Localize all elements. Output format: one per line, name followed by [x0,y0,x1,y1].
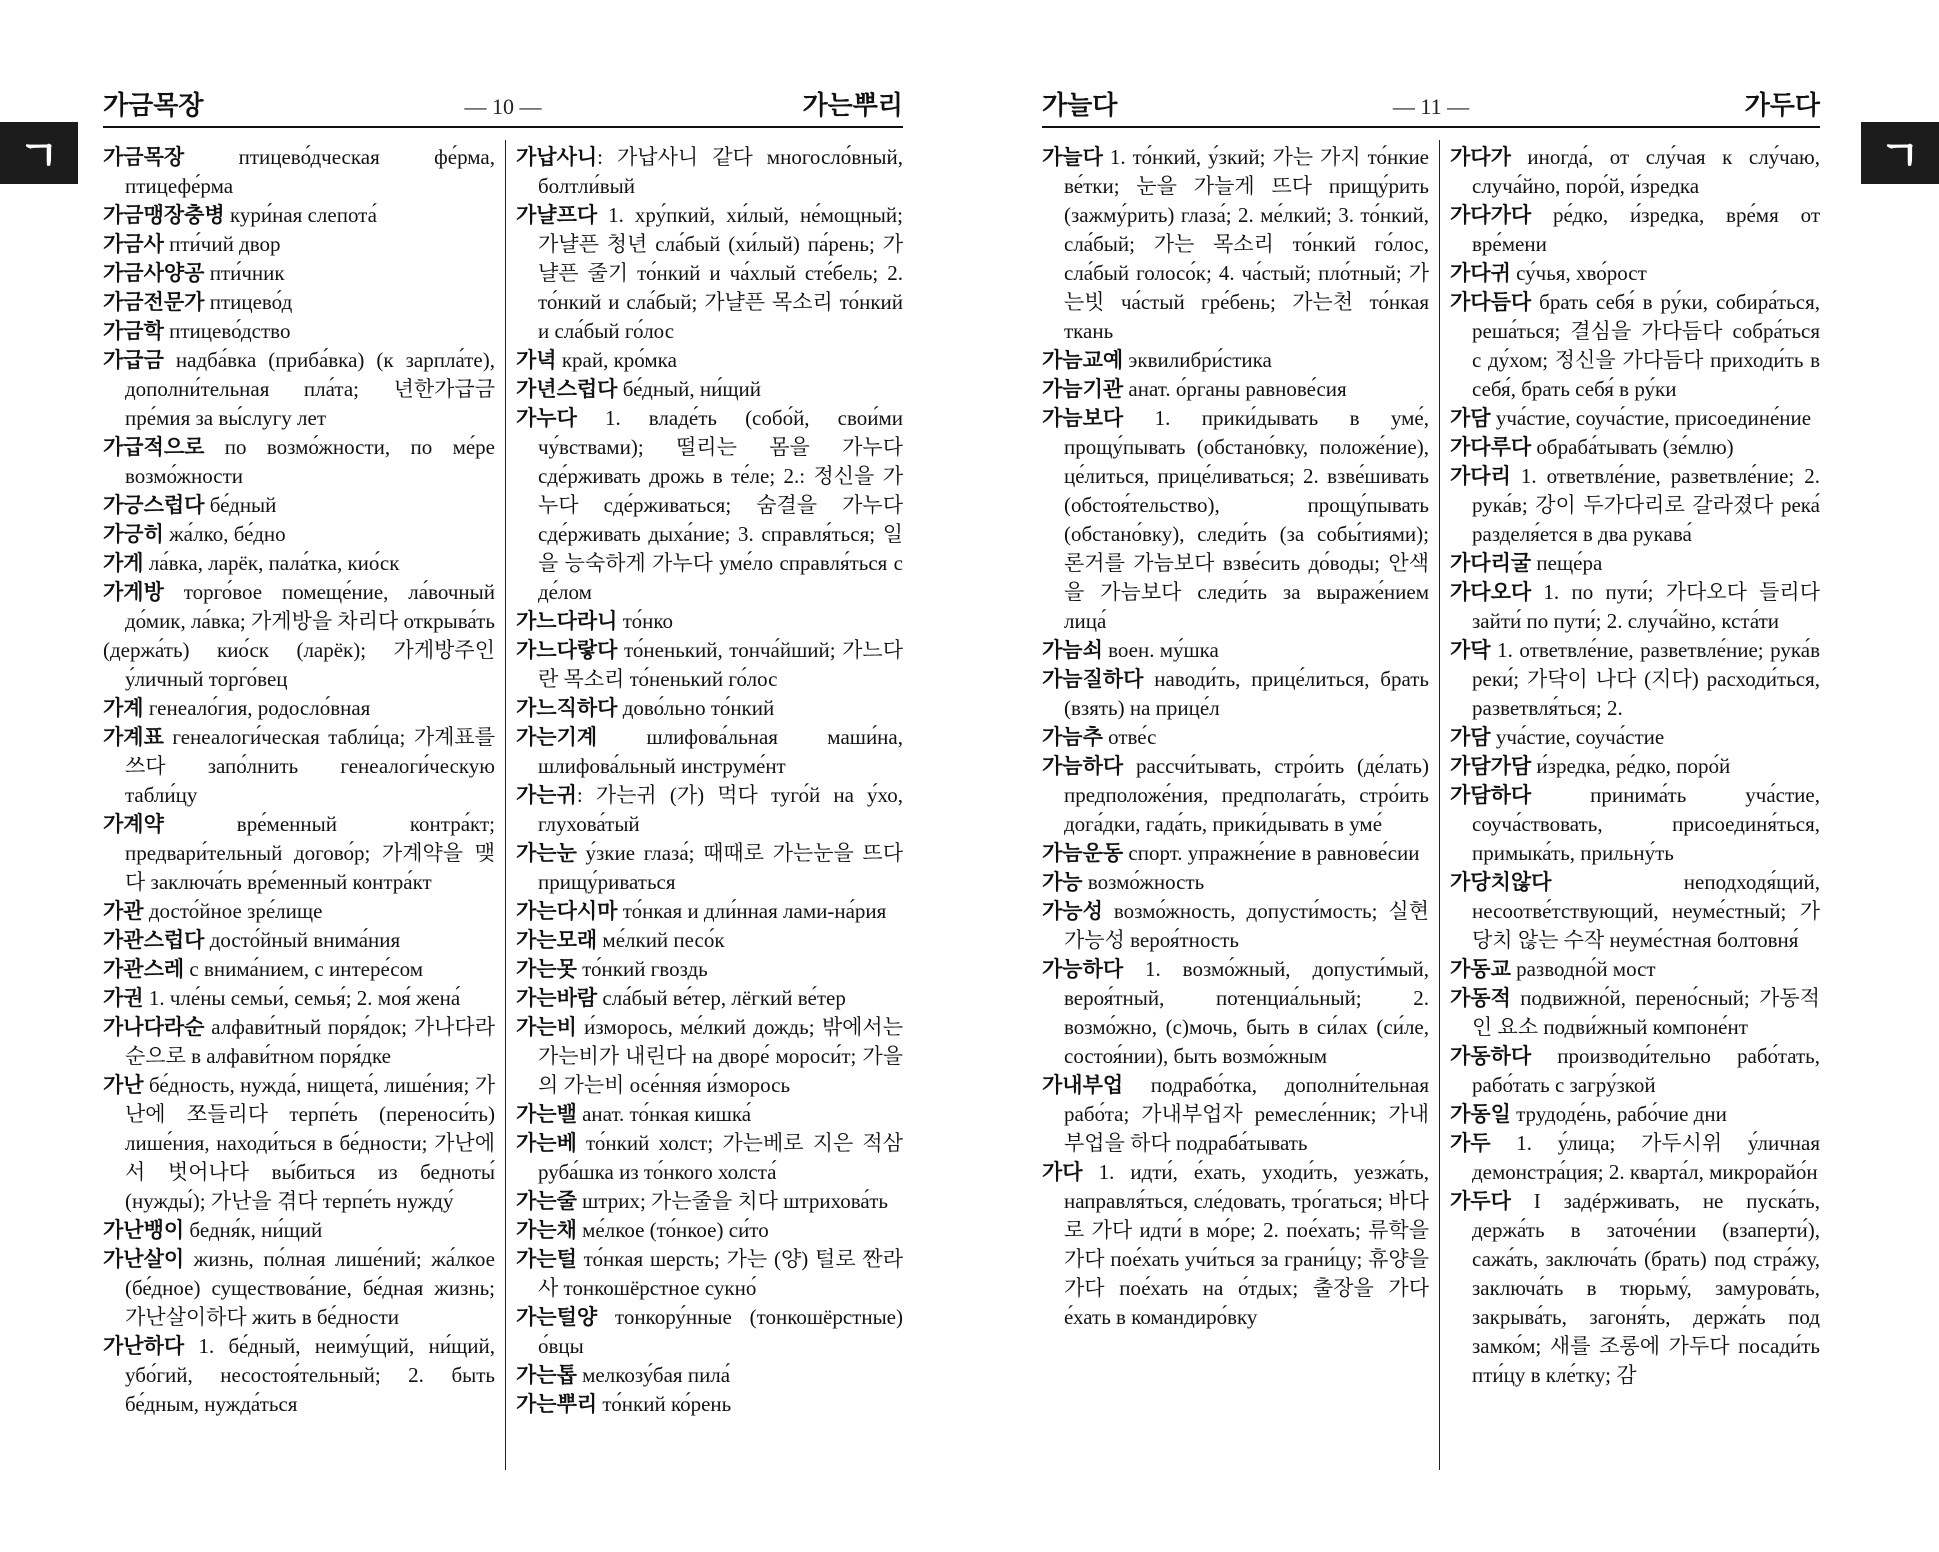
entry-headword: 가권 [103,986,144,1010]
entry-headword: 가느다라니 [516,609,618,633]
entry-definition: отве́с [1102,725,1157,749]
entry-headword: 가는바람 [516,986,598,1010]
dictionary-column [1042,143,1429,1332]
entry-definition: вре́менный контра́кт; предвари́тельный догово́р; 가계약을 맺다 заключа́ть вре́менный контра́кт [125,812,495,894]
entry-definition: птицево́д [204,290,293,314]
dictionary-entry [103,520,495,549]
entry-definition: 1. то́нкий, у́зкий; 가는 가지 то́нкие ве́тки; 눈을 가늘게 뜨다 прищу́рить (зажму́рить) глаза́; 2. ме́лкий; 3. то́нкий, сла́бый; 가는 목소리 то́нкий го́лос, сла́бый голосо́к; 4. ча́стый; пло́тный; 가는빗 ча́стый гре́бень; 가는천 то́нкая ткань [1064,145,1429,343]
dictionary-entry [516,1303,903,1361]
entry-definition: то́нкая и дли́нная лами-на́рия [617,899,887,923]
entry-definition: бе́дный, ни́щий [617,377,762,401]
dictionary-entry [1042,723,1429,752]
dictionary-entry [103,810,495,897]
entry-definition: брать себя́ в ру́ки, собира́ться, реша́ться; 결심을 가다듬다 собра́ться с ду́хом; 정신을 가다듬다 приходи́ть в себя́, брать себя́ в ру́ки [1472,290,1820,401]
dictionary-entry [103,1245,495,1332]
dictionary-entry [516,201,903,346]
entry-headword: 가난뱅이 [103,1218,185,1242]
entry-definition: по возмо́жности, по ме́ре возмо́жности [125,435,495,488]
entry-definition: ме́лкий песо́к [597,928,725,952]
entry-definition: у́зкие глаза́; 때때로 가는눈을 뜨다 прищу́риваться [538,841,903,894]
entry-headword: 가다가 [1450,145,1511,169]
entry-headword: 가늠추 [1042,725,1103,749]
entry-headword: 가금사 [103,232,164,256]
entry-definition: шлифова́льная маши́на, шлифова́льный инструме́нт [538,725,903,778]
dictionary-entry [103,201,495,230]
dictionary-entry [516,1245,903,1303]
entry-definition: наводи́ть, прице́литься, брать (взять) на прице́л [1064,667,1429,720]
entry-headword: 가관스럽다 [103,928,205,952]
dictionary-entry [516,1390,903,1419]
dictionary-entry [516,346,903,375]
entry-definition: штрих; 가는줄을 치다 штрихова́ть [576,1189,888,1213]
entry-headword: 가는모래 [516,928,598,952]
entry-definition: то́нкий ко́рень [597,1392,732,1416]
entry-definition: и́зморось, ме́лкий дождь; 밖에서는 가는비가 내린다 на дворе́ мороси́т; 가을의 가는비 осе́нняя и́зморось [538,1015,903,1097]
entry-headword: 가관스레 [103,957,185,981]
entry-headword: 가는채 [516,1218,577,1242]
entry-definition: досто́йное зре́лище [143,899,323,923]
entry-definition: надба́вка (приба́вка) (к зарпла́те), дополни́тельная пла́та; 년한가급금 пре́мия за вы́слугу лет [125,348,495,430]
dictionary-entry [516,984,903,1013]
entry-headword: 가두 [1450,1131,1491,1155]
dictionary-entry [1450,781,1820,868]
dictionary-entry [103,259,495,288]
dictionary-entry [103,955,495,984]
entry-definition: возмо́жность, допусти́мость; 실현가능성 вероя́тность [1064,899,1429,952]
dictionary-entry [1450,288,1820,404]
entry-headword: 가는털양 [516,1305,598,1329]
right-page [970,0,1939,1552]
dictionary-entry [103,984,495,1013]
entry-definition: кури́ная слепота́ [224,203,377,227]
dictionary-entry [1042,665,1429,723]
entry-headword: 가능 [1042,870,1083,894]
dictionary-entry [1450,1100,1820,1129]
entry-definition: пти́чий двор [163,232,281,256]
entry-definition: ла́вка, ларёк, пала́тка, кио́ск [143,551,400,575]
dictionary-column [103,143,495,1419]
dictionary-entry [1450,143,1820,201]
entry-definition: с внима́нием, с интере́сом [184,957,424,981]
dictionary-entry [1450,201,1820,259]
dictionary-entry [516,1013,903,1100]
entry-definition: то́нкая шерсть; 가는 (양) 털로 짠라사 тонкошёрстное сукно́ [538,1247,903,1300]
dictionary-entry [1042,955,1429,1071]
entry-definition: 1. бе́дный, неиму́щий, ни́щий, убо́гий, несостоя́тельный; 2. быть бе́дным, нужда́ться [125,1334,495,1416]
entry-definition: су́чья, хво́рост [1510,261,1647,285]
entry-definition: торго́вое помеще́ние, ла́вочный до́мик, ла́вка; 가게방을 차리다 открыва́ть [125,580,495,633]
entry-definition: : 가는귀 (가) 먹다 туго́й на у́хо, глухова́тый [538,783,903,836]
header-last-word: 가두다 [1744,91,1820,121]
entry-headword: 가다오다 [1450,580,1532,604]
entry-headword: 가늠기관 [1042,377,1124,401]
page-header [1042,88,1820,128]
dictionary-entry [516,1216,903,1245]
dictionary-entry [103,433,495,491]
entry-headword: 가년스럽다 [516,377,618,401]
entry-definition: птицево́дческая фе́рма, птицефе́рма [125,145,495,198]
thumb-index-tab [0,122,78,184]
dictionary-entry [516,1129,903,1187]
entry-definition: обраба́тывать (зе́млю) [1531,435,1734,459]
entry-headword: 가긍히 [103,522,164,546]
dictionary-entry [1450,636,1820,723]
thumb-index-tab [1861,122,1939,184]
dictionary-entry [1450,433,1820,462]
dictionary-entry [1042,636,1429,665]
entry-headword: 가금전문가 [103,290,205,314]
dictionary-entry [103,317,495,346]
entry-definition: 1. идти́, е́хать, уходи́ть, уезжа́ть, направля́ться, сле́довать, тро́гаться; 바다로 가다 идти́ в мо́ре; 2. пое́хать; 류학을 가다 пое́хать учи́ться за грани́цу; 휴양을 가다 пое́хать на о́тдых; 출장을 가다 е́хать в командиро́вку [1064,1160,1429,1329]
entry-definition: генеалоги́ческая табли́ца; 가계표를 쓰다 запо́лнить генеалоги́ческую табли́цу [125,725,495,807]
dictionary-entry [1042,897,1429,955]
page-number: — 10 — [464,94,542,119]
dictionary-entry [1450,984,1820,1042]
dictionary-entry [516,955,903,984]
entry-definition: пти́чник [204,261,285,285]
dictionary-entry [516,375,903,404]
entry-headword: 가누다 [516,406,577,430]
entry-definition: дово́льно то́нкий [617,696,775,720]
dictionary-entry [1450,1129,1820,1187]
entry-definition: иногда́, от слу́чая к слу́чаю, случа́йно, поро́й, и́зредка [1472,145,1820,198]
entry-definition: бе́дность, нужда́, нищета́, лише́ния; 가난에 쪼들리다 терпе́ть (переноси́ть) лише́ния, находи́ться в бе́дности; 가난에서 벗어나다 вы́биться из бедноты́ (нужды́); 가난을 겪다 терпе́ть нужду́ [125,1073,495,1213]
dictionary-entry [1042,404,1429,636]
entry-definition: 1. у́лица; 가두시위 у́личная демонстра́ция; 2. кварта́л, микрорайо́н [1472,1131,1820,1184]
column-divider [1439,140,1440,1470]
dictionary-entry [516,404,903,607]
entry-headword: 가는기계 [516,725,598,749]
entry-headword: 가급금 [103,348,164,372]
entry-headword: 가담하다 [1450,783,1532,807]
entry-definition: : 가납사니 같다 многосло́вный, болтли́вый [538,145,903,198]
entry-definition: 1. хру́пкий, хи́лый, не́мощный; 가냘픈 청년 сла́бый (хи́лый) па́рень; 가냘픈 줄기 то́нкий и ча́хлый сте́бель; 2. то́нкий и сла́бый; 가냘픈 목소리 то́нкий и сла́бый го́лос [538,203,903,343]
entry-definition: то́нкий гвоздь [576,957,708,981]
entry-headword: 가늠질하다 [1042,667,1144,691]
dictionary-entry [1450,578,1820,636]
entry-definition: анат. то́нкая кишка́ [576,1102,752,1126]
dictionary-entry [1042,1158,1429,1332]
entry-definition: пеще́ра [1531,551,1603,575]
entry-definition: трудоде́нь, рабо́чие дни [1510,1102,1727,1126]
entry-headword: 가동교 [1450,957,1511,981]
dictionary-entry [103,723,495,810]
entry-headword: 가계표 [103,725,164,749]
dictionary-entry [516,723,903,781]
entry-definition: край, кро́мка [556,348,677,372]
dictionary-entry [516,636,903,694]
header-last-word: 가는뿌리 [802,91,903,121]
entry-definition: 1. прики́дывать в уме́, прощу́пывать (обстано́вку, положе́ние), це́литься, прице́ливаться; 2. взве́шивать (обстоя́тельство), прощу́пывать (обстано́вку), следи́ть (за собы́тиями); 론거를 가늠보다 взве́сить до́воды; 안색을 가늠보다 следи́ть за выраже́нием лица́ [1064,406,1429,633]
entry-headword: 가느다랗다 [516,638,618,662]
dictionary-entry [516,1187,903,1216]
entry-headword: 가는줄 [516,1189,577,1213]
entry-definition: рассчи́тывать, стро́ить (де́лать) предположе́ния, предполага́ть, стро́ить дога́дки, гада́ть, прики́дывать в уме́ [1064,754,1429,836]
dictionary-entry [1450,462,1820,549]
header-first-word: 가늘다 [1042,91,1118,121]
dictionary-entry [516,781,903,839]
entry-definition: уча́стие, соуча́стие, присоедине́ние [1490,406,1812,430]
entry-headword: 가납사니 [516,145,598,169]
dictionary-entry [1042,839,1429,868]
entry-headword: 가다리굴 [1450,551,1532,575]
entry-definition: сла́бый ве́тер, лёгкий ве́тер [597,986,846,1010]
entry-headword: 가관 [103,899,144,923]
entry-definition: производи́тельно рабо́тать, рабо́тать с загру́зкой [1472,1044,1820,1097]
entry-headword: 가늘다 [1042,145,1103,169]
entry-definition: 1. по пути́; 가다오다 들리다 зайти́ по пути́; 2. случа́йно, кста́ти [1472,580,1820,633]
entry-definition: 1. владе́ть (собо́й, свои́ми чу́вствами); 떨리는 몸을 가누다 сде́рживать дрожь в те́ле; 2.: 정신을 가누다 сде́рживаться; 숨결을 가누다 сде́рживать дыха́ние; 3. справля́ться; 일을 능숙하게 가누다 уме́ло справля́ться с де́лом [538,406,903,604]
entry-definition: досто́йный внима́ния [204,928,401,952]
entry-definition: подрабо́тка, дополни́тельная рабо́та; 가내부업자 ремесле́нник; 가내부업을 하다 подраба́тывать [1064,1073,1429,1155]
entry-headword: 가는톱 [516,1363,577,1387]
entry-headword: 가녁 [516,348,557,372]
dictionary-entry [103,897,495,926]
dictionary-entry [516,694,903,723]
dictionary-entry [516,897,903,926]
entry-definition: подвижно́й, перено́сный; 가동적인 요소 подви́жный компоне́нт [1472,986,1820,1039]
entry-definition: уча́стие, соуча́стие [1490,725,1665,749]
entry-headword: 가는베 [516,1131,577,1155]
entry-definition: ме́лкое (то́нкое) си́то [576,1218,769,1242]
entry-definition: мелкозу́бая пила́ [576,1363,731,1387]
entry-headword: 가능하다 [1042,957,1124,981]
entry-definition: птицево́дство [163,319,291,343]
entry-headword: 가게 [103,551,144,575]
column-divider [505,140,506,1470]
dictionary-entry [1042,752,1429,839]
entry-headword: 가금맹장충병 [103,203,225,227]
entry-definition: то́нко [617,609,673,633]
entry-headword: 가급적으로 [103,435,205,459]
entry-headword: 가늠보다 [1042,406,1124,430]
entry-headword: 가는비 [516,1015,577,1039]
entry-headword: 가다듬다 [1450,290,1532,314]
dictionary-entry [103,143,495,201]
dictionary-entry [1450,1042,1820,1100]
dictionary-entry [516,1361,903,1390]
entry-definition: 1. ответвле́ние, разветвле́ние; рука́в реки́; 가닥이 나다 (지다) расходи́ться, разветвля́ться; 2. [1472,638,1820,720]
dictionary-entry [103,1013,495,1071]
dictionary-entry [1042,868,1429,897]
dictionary-entry [103,1216,495,1245]
entry-headword: 가난하다 [103,1334,185,1358]
entry-definition: эквилибри́стика [1123,348,1272,372]
dictionary-entry [1450,549,1820,578]
dictionary-entry [1450,868,1820,955]
dictionary-entry [103,230,495,259]
entry-headword: 가다 [1042,1160,1083,1184]
thumb-index-letter: ㄱ [18,131,60,180]
thumb-index-letter: ㄱ [1879,131,1921,180]
dictionary-entry [516,926,903,955]
entry-headword: 가담 [1450,406,1491,430]
entry-definition: жа́лко, бе́дно [163,522,286,546]
entry-headword: 가금목장 [103,145,185,169]
entry-headword: 가계 [103,696,144,720]
dictionary-entry [103,1332,495,1419]
dictionary-entry [1450,1187,1820,1390]
entry-definition: 1. чле́ны семьи́, семья́; 2. моя́ жена́ [143,986,461,1010]
entry-headword: 가당치않다 [1450,870,1552,894]
dictionary-entry [103,346,495,433]
entry-headword: 가느직하다 [516,696,618,720]
dictionary-entry [1042,375,1429,404]
entry-headword: 가두다 [1450,1189,1511,1213]
entry-headword: 가게방 [103,580,164,604]
header-rule [1042,126,1820,128]
entry-headword: 가늠교예 [1042,348,1124,372]
header-first-word: 가금목장 [103,91,204,121]
entry-definition: I задéрживать, не пуска́ть, держа́ть в заточе́нии (взаперти́), сажа́ть, заключа́ть (брать) под стра́жу, заключа́ть в тюрьму́, замурова́ть, закрыва́ть, загоня́ть, держа́ть под замко́м; 새를 조롱에 가두다 посади́ть пти́цу в кле́тку; 감 [1472,1189,1820,1387]
entry-definition: анат. о́рганы равнове́сия [1123,377,1347,401]
entry-definition: алфави́тный поря́док; 가나다라순으로 в алфави́тном поря́дке [125,1015,495,1068]
entry-definition: разводно́й мост [1510,957,1656,981]
entry-definition: ре́дко, и́зредка, вре́мя от вре́мени [1472,203,1820,256]
entry-headword: 가는다시마 [516,899,618,923]
dictionary-entry [1450,259,1820,288]
dictionary-entry [1450,404,1820,433]
dictionary-entry [1450,723,1820,752]
entry-headword: 가다귀 [1450,261,1511,285]
entry-headword: 가동적 [1450,986,1511,1010]
entry-definition: воен. му́шка [1102,638,1219,662]
dictionary-entry [516,607,903,636]
dictionary-entry [1042,346,1429,375]
entry-headword: 가닥 [1450,638,1491,662]
entry-headword: 가난 [103,1073,144,1097]
dictionary-entry [103,1071,495,1216]
dictionary-column [1450,143,1820,1390]
entry-headword: 가늠운동 [1042,841,1124,865]
entry-headword: 가나다라순 [103,1015,205,1039]
entry-definition: спорт. упражне́ние в равнове́сии [1123,841,1420,865]
entry-definition: бедня́к, ни́щий [184,1218,323,1242]
dictionary-entry [103,694,495,723]
dictionary-entry [1450,752,1820,781]
entry-headword: 가는밸 [516,1102,577,1126]
entry-definition: жизнь, по́лная лише́ний; жа́лкое (бе́дное) существова́ние, бе́дная жизнь; 가난살이하다 жить в бе́дности [125,1247,495,1329]
entry-headword: 가는귀 [516,783,577,807]
entry-definition: тонкору́нные (тонкошёрстные) о́вцы [538,1305,903,1358]
entry-definition: и́зредка, ре́дко, поро́й [1531,754,1731,778]
dictionary-entry [1042,1071,1429,1158]
entry-headword: 가다리 [1450,464,1511,488]
entry-headword: 가는뿌리 [516,1392,598,1416]
entry-headword: 가동하다 [1450,1044,1532,1068]
dictionary-entry [516,1100,903,1129]
entry-definition: принима́ть уча́стие, соуча́ствовать, присоединя́ться, примыка́ть, прильну́ть [1472,783,1820,865]
entry-headword: 가늠하다 [1042,754,1124,778]
entry-headword: 가냘프다 [516,203,598,227]
header-rule [103,126,903,128]
dictionary-column [516,143,903,1419]
page-header [103,88,903,128]
entry-definition: 1. возмо́жный, допусти́мый, вероя́тный, потенциа́льный; 2. возмо́жно, (с)мочь, быть в си́лах (си́ле, состоя́нии), быть возмо́жным [1064,957,1429,1068]
page-number: — 11 — [1392,94,1470,119]
entry-definition: 1. ответвле́ние, разветвле́ние; 2. рука́в; 강이 두가다리로 갈라졌다 река́ разделя́ется в два рукава́ [1472,464,1820,546]
dictionary-entry [1450,955,1820,984]
entry-definition: то́ненький, тонча́йший; 가느다란 목소리 то́ненький го́лос [538,638,903,691]
dictionary-entry [103,491,495,520]
entry-headword: 가늠쇠 [1042,638,1103,662]
entry-headword: 가계약 [103,812,164,836]
dictionary-entry [103,578,495,636]
entry-headword: 가긍스럽다 [103,493,205,517]
dictionary-entry [516,839,903,897]
dictionary-entry [103,926,495,955]
entry-headword: 가담가담 [1450,754,1532,778]
entry-definition: генеало́гия, родосло́вная [143,696,371,720]
entry-definition: возмо́жность [1082,870,1205,894]
dictionary-entry [516,143,903,201]
entry-definition: то́нкий холст; 가는베로 지은 적삼 руба́шка из то́нкого холста́ [538,1131,903,1184]
entry-definition: неподходя́щий, несоотве́тствующий, неуме́стный; 가당치 않는 수작 неуме́стная болтовня́ [1472,870,1820,952]
entry-headword: 가내부업 [1042,1073,1124,1097]
entry-headword: 가는못 [516,957,577,981]
entry-headword: 가금사양공 [103,261,205,285]
entry-headword: 가담 [1450,725,1491,749]
entry-headword: 가능성 [1042,899,1103,923]
dictionary-entry [1042,143,1429,346]
entry-headword: 가는털 [516,1247,577,1271]
entry-headword: 가다가다 [1450,203,1532,227]
dictionary-entry [103,288,495,317]
dictionary-entry [103,636,495,694]
entry-headword: 가난살이 [103,1247,185,1271]
entry-definition: бе́дный [204,493,277,517]
entry-headword: 가금학 [103,319,164,343]
entry-headword: 가다루다 [1450,435,1532,459]
dictionary-entry [103,549,495,578]
entry-definition: (держа́ть) кио́ск (ларёк); 가게방주인 у́личный торго́вец [103,638,495,691]
entry-headword: 가는눈 [516,841,577,865]
entry-headword: 가동일 [1450,1102,1511,1126]
